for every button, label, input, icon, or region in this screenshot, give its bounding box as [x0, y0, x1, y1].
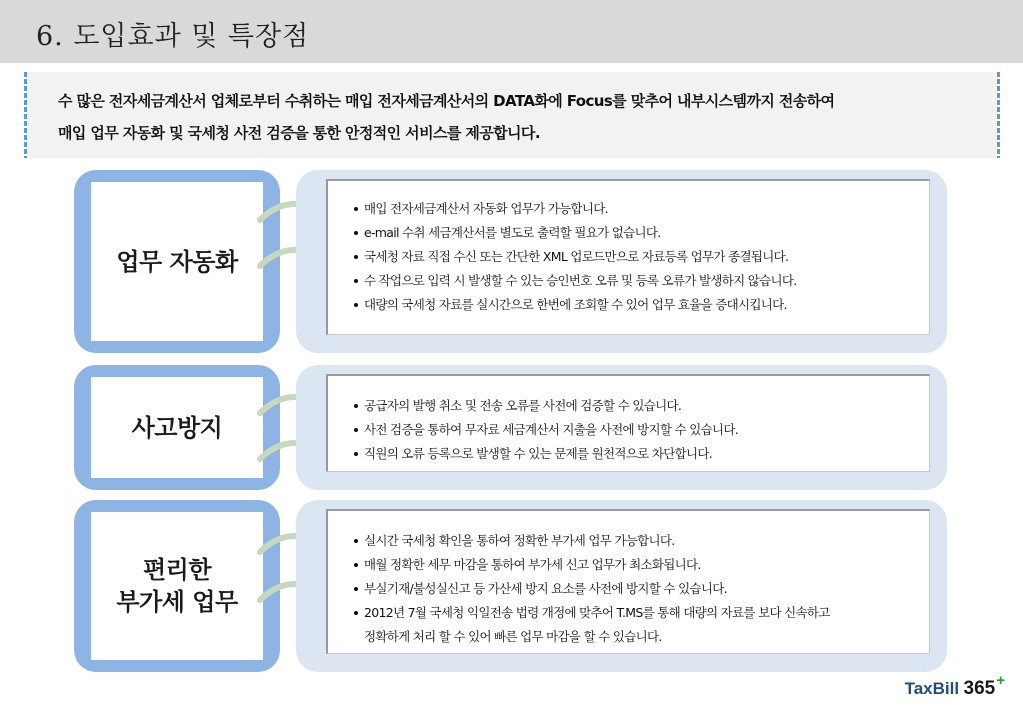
- bullet-item: 매입 전자세금계산서 자동화 업무가 가능합니다.: [352, 197, 797, 221]
- bullet-item: 부실기재/불성실신고 등 가산세 방지 요소를 사전에 방지할 수 있습니다.: [352, 577, 830, 601]
- bullet-item: 국세청 자료 직접 수신 또는 간단한 XML 업로드만으로 자료등록 업무가 종결됩니다.: [352, 245, 797, 269]
- intro-box: [24, 72, 1000, 158]
- section-label: [132, 412, 223, 444]
- section-label-box: [91, 182, 263, 341]
- section-label-line: 부가세 업무: [116, 588, 238, 616]
- bullet-list: [352, 197, 797, 317]
- bullet-item: e-mail 수취 세금계산서를 별도로 출력할 필요가 없습니다.: [352, 221, 797, 245]
- section-label: [116, 246, 237, 278]
- section-detail-box: [326, 509, 930, 654]
- section-detail-card: [296, 365, 947, 490]
- slide-title: 6. 도입효과 및 특장점: [36, 21, 310, 52]
- intro-line-2: 매입 업무 자동화 및 국세청 사전 검증을 통한 안정적인 서비스를 제공합니다.: [58, 124, 540, 142]
- bullet-list: [352, 529, 830, 649]
- bullet-continuation: 정확하게 처리 할 수 있어 빠른 업무 마감을 할 수 있습니다.: [364, 629, 662, 644]
- bullet-item: 매월 정확한 세무 마감을 통하여 부가세 신고 업무가 최소화됩니다.: [352, 553, 830, 577]
- bullet-item: 사전 검증을 통하여 무자료 세금계산서 지출을 사전에 방지할 수 있습니다.: [352, 418, 738, 442]
- section-label-card: [74, 365, 280, 490]
- section-detail-box: [326, 374, 930, 472]
- bullet-item: 직원의 오류 등록으로 발생할 수 있는 문제를 원천적으로 차단합니다.: [352, 442, 738, 466]
- logo-number: 365: [963, 678, 996, 699]
- logo-brand: TaxBill: [904, 679, 960, 698]
- intro-right-edge: [997, 72, 1000, 158]
- intro-left-edge: [24, 72, 27, 158]
- section-label: [116, 554, 237, 618]
- section-label-box: [91, 512, 263, 660]
- intro-line-1: 수 많은 전자세금계산서 업체로부터 수취하는 매입 전자세금계산서의 DATA화에 Focus를 맞추어 내부시스템까지 전송하여: [58, 92, 835, 110]
- section-label-line: 업무 자동화: [116, 247, 238, 276]
- section-label-box: [91, 377, 263, 478]
- logo-plus-icon: +: [996, 672, 1005, 689]
- section-accident-prevention: [74, 365, 947, 490]
- bullet-item: 대량의 국세청 자료를 실시간으로 한번에 조회할 수 있어 업무 효율을 증대시킵니다.: [352, 293, 797, 317]
- section-detail-card: [296, 170, 947, 353]
- section-label-card: [74, 500, 280, 672]
- taxbill-logo: [904, 672, 1005, 700]
- section-vat-convenience: [74, 500, 947, 672]
- section-label-card: [74, 170, 280, 353]
- section-automation: [74, 170, 947, 353]
- section-label-line: 편리한: [142, 556, 212, 584]
- bullet-item: 수 작업으로 입력 시 발생할 수 있는 승인번호 오류 및 등록 오류가 발생하지 않습니다.: [352, 269, 797, 293]
- section-detail-box: [326, 179, 930, 335]
- bullet-item: 2012년 7월 국세청 익일전송 법령 개정에 맞추어 T.MS를 통해 대량의 자료를 보다 신속하고: [352, 601, 830, 625]
- title-bar: [0, 0, 1023, 63]
- bullet-item: 공급자의 발행 취소 및 전송 오류를 사전에 검증할 수 있습니다.: [352, 394, 738, 418]
- section-detail-card: [296, 500, 947, 672]
- section-label-line: 사고방지: [131, 413, 223, 442]
- bullet-list: [352, 394, 738, 466]
- bullet-item: 실시간 국세청 확인을 통하여 정확한 부가세 업무 가능합니다.: [352, 529, 830, 553]
